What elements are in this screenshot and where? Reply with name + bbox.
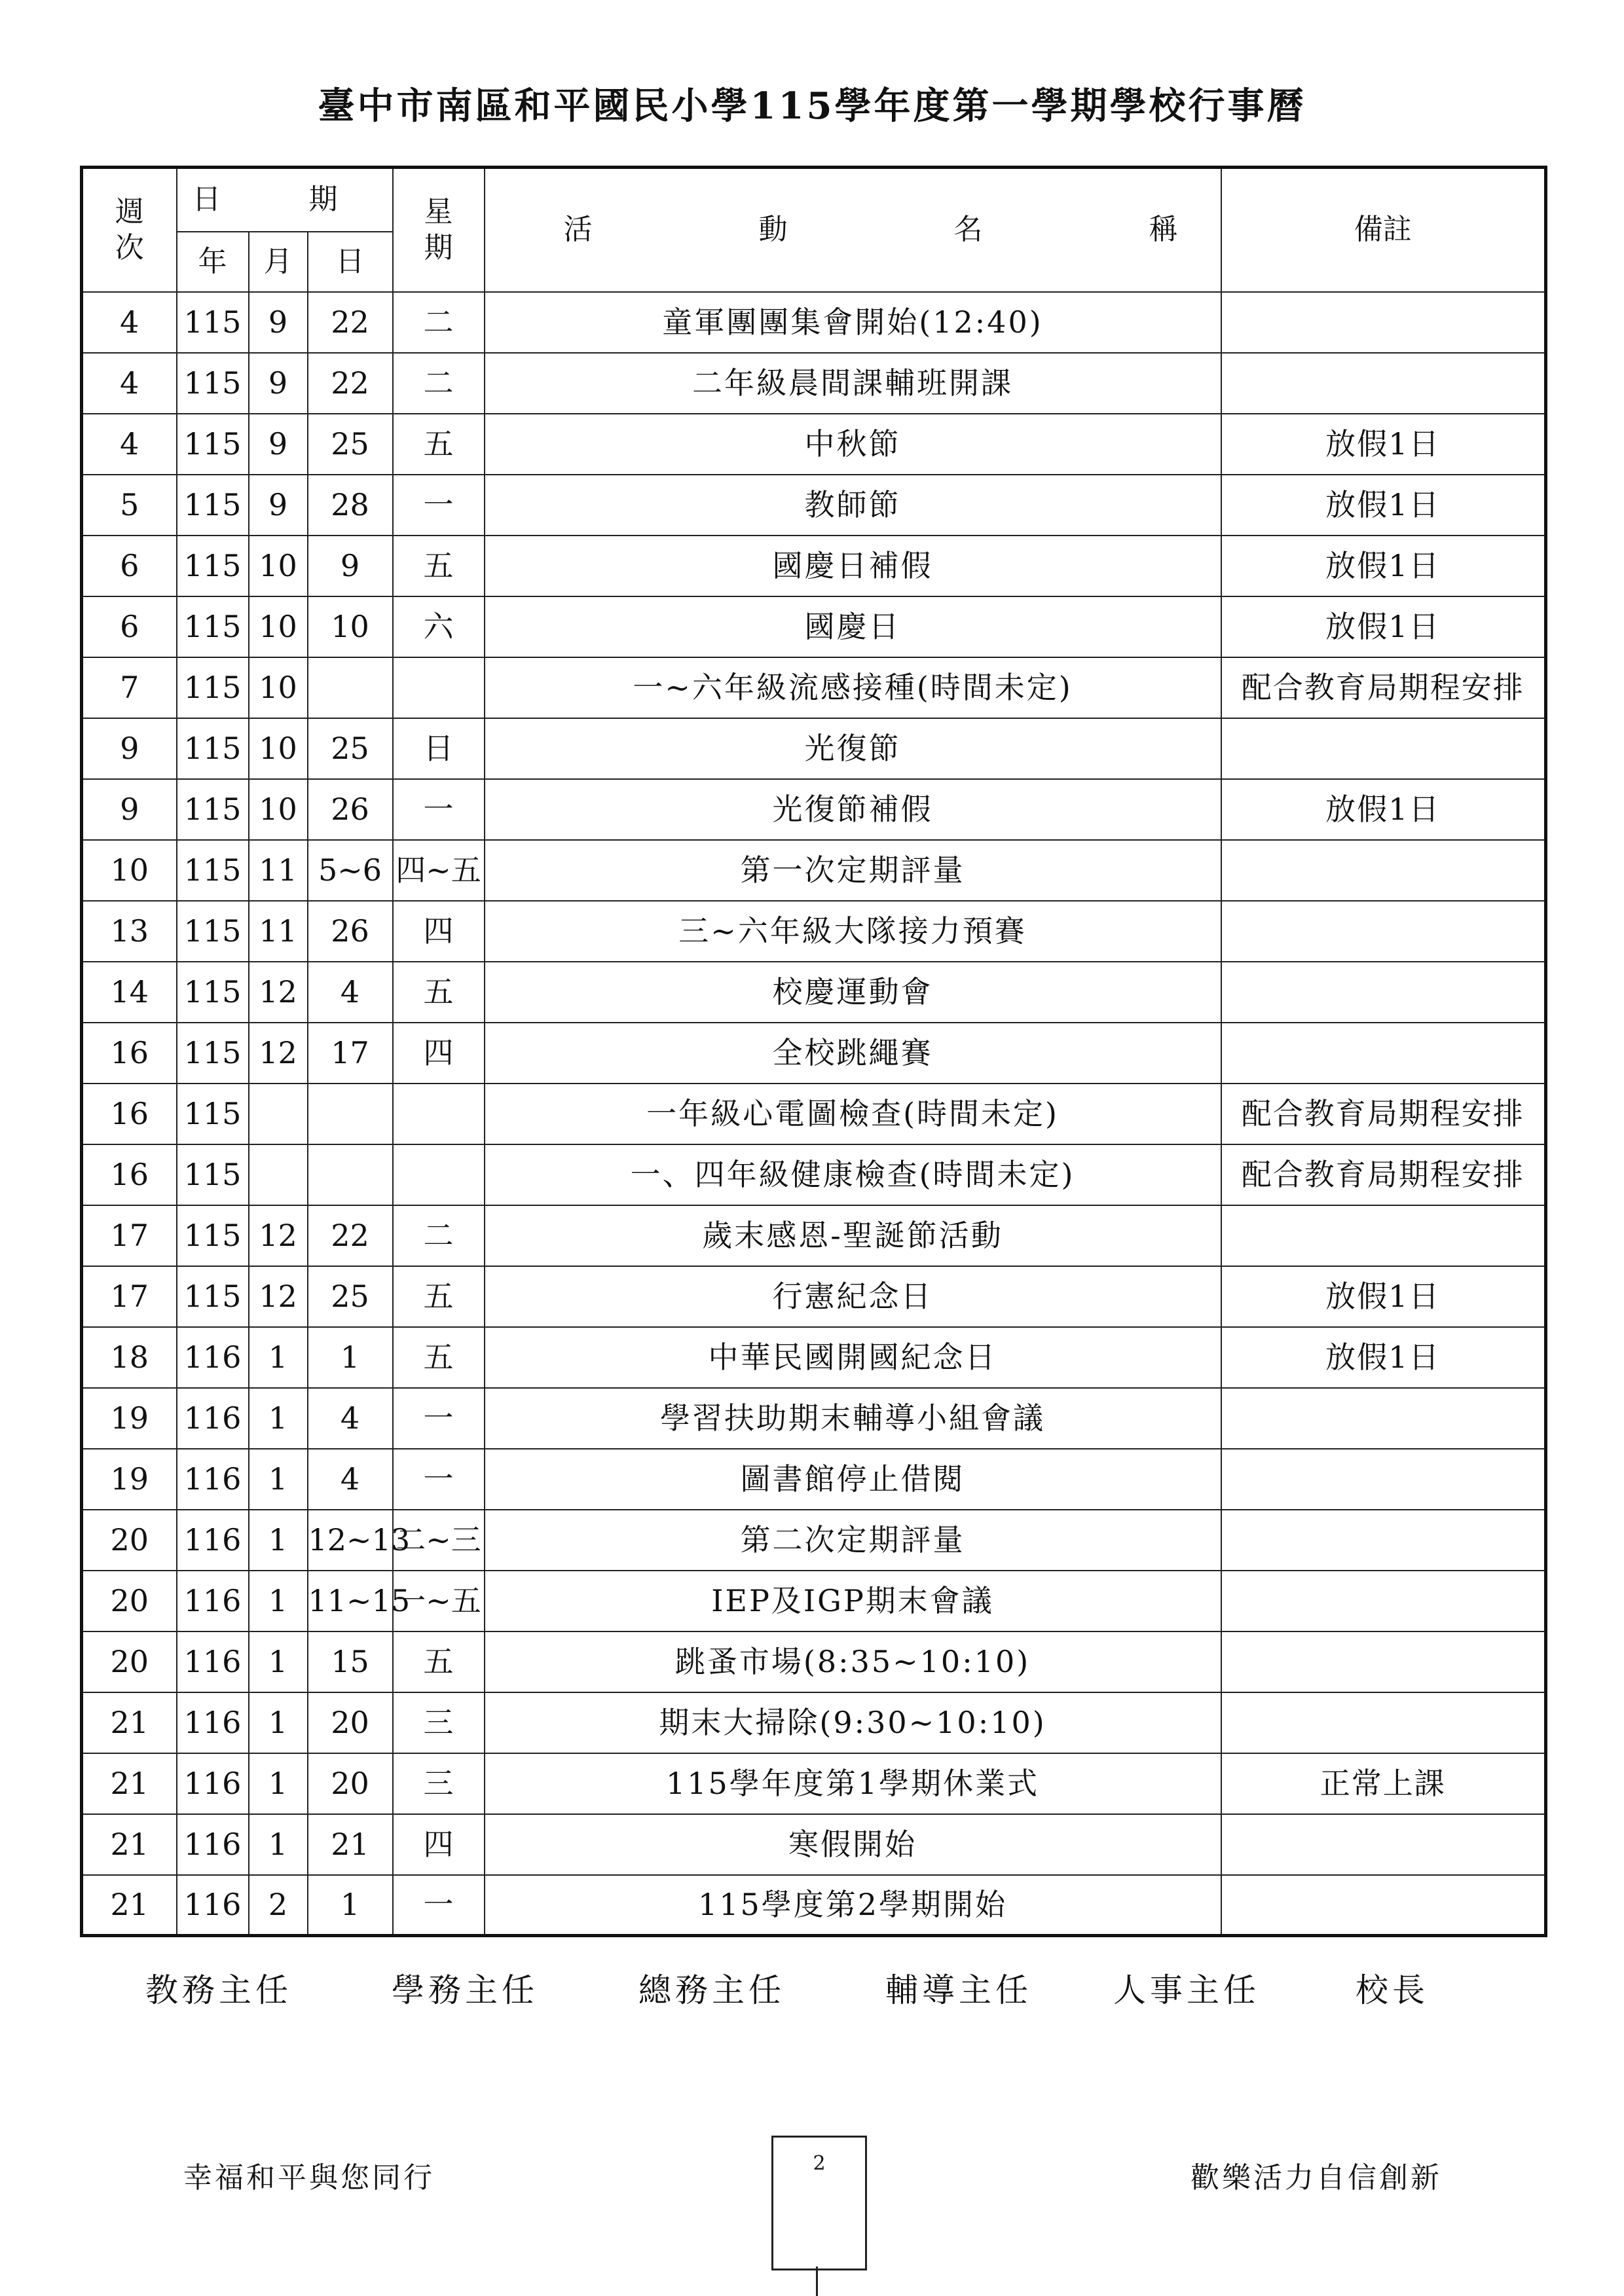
table-row [82, 1205, 1546, 1266]
month-cell: 1 [249, 1753, 308, 1814]
day-cell: 17 [308, 1023, 393, 1084]
week-cell: 6 [82, 536, 177, 596]
table-row [82, 1327, 1546, 1388]
activity-cell: 教師節 [485, 475, 1221, 536]
header-activity: 活 動 名 稱 [485, 168, 1221, 292]
note-cell [1221, 1449, 1546, 1510]
weekday-cell: 四 [393, 1023, 485, 1084]
activity-cell: 一年級心電圖檢查(時間未定) [485, 1084, 1221, 1144]
week-cell: 6 [82, 596, 177, 657]
year-cell: 115 [177, 1084, 249, 1144]
day-cell: 28 [308, 475, 393, 536]
week-cell: 19 [82, 1449, 177, 1510]
day-cell: 15 [308, 1631, 393, 1692]
table-row [82, 475, 1546, 536]
week-cell: 4 [82, 292, 177, 353]
weekday-cell [393, 1144, 485, 1205]
weekday-cell: 六 [393, 596, 485, 657]
week-cell: 20 [82, 1510, 177, 1571]
year-cell: 115 [177, 840, 249, 901]
weekday-cell: 二~三 [393, 1510, 485, 1571]
week-cell: 20 [82, 1631, 177, 1692]
year-cell: 115 [177, 414, 249, 475]
activity-cell: 光復節 [485, 718, 1221, 779]
note-cell: 配合教育局期程安排 [1221, 1144, 1546, 1205]
month-cell: 10 [249, 718, 308, 779]
year-cell: 116 [177, 1692, 249, 1753]
table-row [82, 962, 1546, 1023]
activity-cell: 115學年度第1學期休業式 [485, 1753, 1221, 1814]
month-cell: 9 [249, 292, 308, 353]
week-cell: 9 [82, 718, 177, 779]
table-row [82, 1510, 1546, 1571]
note-cell [1221, 292, 1546, 353]
header-week: 週 次 [82, 168, 177, 292]
activity-cell: 國慶日補假 [485, 536, 1221, 596]
note-cell [1221, 962, 1546, 1023]
day-cell: 10 [308, 596, 393, 657]
footer-slogan-left: 幸福和平與您同行 [183, 2161, 435, 2195]
year-cell: 115 [177, 901, 249, 962]
weekday-cell: 五 [393, 962, 485, 1023]
note-cell: 放假1日 [1221, 1327, 1546, 1388]
day-cell: 25 [308, 414, 393, 475]
signature-line [0, 1964, 1624, 2010]
header-note: 備註 [1221, 168, 1546, 292]
table-row [82, 1084, 1546, 1144]
weekday-cell [393, 1084, 485, 1144]
note-cell [1221, 353, 1546, 414]
table-row [82, 1266, 1546, 1327]
day-cell [308, 1084, 393, 1144]
month-cell: 1 [249, 1814, 308, 1875]
note-cell: 放假1日 [1221, 475, 1546, 536]
activity-cell: 童軍團團集會開始(12:40) [485, 292, 1221, 353]
table-row [82, 718, 1546, 779]
week-cell: 10 [82, 840, 177, 901]
activity-cell: 中秋節 [485, 414, 1221, 475]
note-cell: 配合教育局期程安排 [1221, 657, 1546, 718]
signature-counseling-director: 輔導主任 [885, 1971, 1032, 2009]
week-cell: 19 [82, 1388, 177, 1449]
table-row [82, 353, 1546, 414]
day-cell: 20 [308, 1753, 393, 1814]
week-cell: 17 [82, 1205, 177, 1266]
calendar-table [80, 166, 1547, 1937]
week-cell: 21 [82, 1753, 177, 1814]
activity-cell: 三~六年級大隊接力預賽 [485, 901, 1221, 962]
note-cell: 配合教育局期程安排 [1221, 1084, 1546, 1144]
activity-cell: 全校跳繩賽 [485, 1023, 1221, 1084]
table-row [82, 901, 1546, 962]
table-row [82, 1814, 1546, 1875]
page-title: 臺中市南區和平國民小學115學年度第一學期學校行事曆 [318, 84, 1306, 128]
year-cell: 115 [177, 657, 249, 718]
note-cell [1221, 840, 1546, 901]
table-row [82, 840, 1546, 901]
table-row [82, 596, 1546, 657]
year-cell: 115 [177, 962, 249, 1023]
activity-cell: 一、四年級健康檢查(時間未定) [485, 1144, 1221, 1205]
day-cell: 22 [308, 292, 393, 353]
note-cell [1221, 1814, 1546, 1875]
week-cell: 16 [82, 1144, 177, 1205]
day-cell: 9 [308, 536, 393, 596]
year-cell: 115 [177, 292, 249, 353]
table-row [82, 1875, 1546, 1936]
year-cell: 115 [177, 536, 249, 596]
signature-general-affairs-director: 總務主任 [638, 1971, 785, 2009]
header-day: 日 [308, 232, 393, 292]
year-cell: 115 [177, 1266, 249, 1327]
table-row [82, 292, 1546, 353]
note-cell: 放假1日 [1221, 779, 1546, 840]
note-cell [1221, 1571, 1546, 1631]
year-cell: 116 [177, 1631, 249, 1692]
day-cell: 4 [308, 962, 393, 1023]
weekday-cell: 一 [393, 779, 485, 840]
week-cell: 20 [82, 1571, 177, 1631]
page-marker-line [816, 2267, 818, 2296]
note-cell [1221, 901, 1546, 962]
activity-cell: 115學度第2學期開始 [485, 1875, 1221, 1936]
year-cell: 116 [177, 1388, 249, 1449]
year-cell: 115 [177, 1144, 249, 1205]
week-cell: 9 [82, 779, 177, 840]
day-cell: 22 [308, 353, 393, 414]
week-cell: 7 [82, 657, 177, 718]
day-cell: 5~6 [308, 840, 393, 901]
month-cell: 9 [249, 414, 308, 475]
activity-cell: 圖書館停止借閱 [485, 1449, 1221, 1510]
month-cell: 11 [249, 901, 308, 962]
year-cell: 115 [177, 718, 249, 779]
activity-cell: 第一次定期評量 [485, 840, 1221, 901]
signature-principal: 校長 [1356, 1971, 1429, 2009]
month-cell: 1 [249, 1449, 308, 1510]
day-cell: 11~15 [308, 1571, 393, 1631]
header-date: 日 期 [177, 168, 393, 232]
year-cell: 115 [177, 596, 249, 657]
week-cell: 18 [82, 1327, 177, 1388]
table-row [82, 1023, 1546, 1084]
activity-cell: 行憲紀念日 [485, 1266, 1221, 1327]
weekday-cell [393, 657, 485, 718]
weekday-cell: 一 [393, 1449, 485, 1510]
day-cell: 22 [308, 1205, 393, 1266]
day-cell: 4 [308, 1388, 393, 1449]
activity-cell: IEP及IGP期末會議 [485, 1571, 1221, 1631]
weekday-cell: 三 [393, 1753, 485, 1814]
weekday-cell: 四~五 [393, 840, 485, 901]
activity-cell: 學習扶助期末輔導小組會議 [485, 1388, 1221, 1449]
table-row [82, 657, 1546, 718]
month-cell: 9 [249, 353, 308, 414]
activity-cell: 國慶日 [485, 596, 1221, 657]
month-cell: 1 [249, 1571, 308, 1631]
week-cell: 14 [82, 962, 177, 1023]
table-row [82, 1144, 1546, 1205]
table-row [82, 779, 1546, 840]
month-cell: 10 [249, 657, 308, 718]
week-cell: 16 [82, 1023, 177, 1084]
week-cell: 5 [82, 475, 177, 536]
note-cell: 放假1日 [1221, 414, 1546, 475]
activity-cell: 跳蚤市場(8:35~10:10) [485, 1631, 1221, 1692]
weekday-cell: 二 [393, 1205, 485, 1266]
day-cell: 21 [308, 1814, 393, 1875]
activity-cell: 二年級晨間課輔班開課 [485, 353, 1221, 414]
activity-cell: 歲末感恩-聖誕節活動 [485, 1205, 1221, 1266]
month-cell: 12 [249, 1023, 308, 1084]
weekday-cell: 一~五 [393, 1571, 485, 1631]
year-cell: 116 [177, 1449, 249, 1510]
week-cell: 16 [82, 1084, 177, 1144]
day-cell: 1 [308, 1327, 393, 1388]
day-cell [308, 657, 393, 718]
header-month: 月 [249, 232, 308, 292]
week-cell: 17 [82, 1266, 177, 1327]
month-cell: 10 [249, 779, 308, 840]
day-cell: 12~13 [308, 1510, 393, 1571]
signature-student-affairs-director: 學務主任 [392, 1971, 538, 2009]
activity-cell: 一~六年級流感接種(時間未定) [485, 657, 1221, 718]
note-cell [1221, 1510, 1546, 1571]
day-cell: 20 [308, 1692, 393, 1753]
note-cell: 放假1日 [1221, 1266, 1546, 1327]
calendar-rows [82, 292, 1546, 1936]
month-cell: 2 [249, 1875, 308, 1936]
day-cell: 26 [308, 901, 393, 962]
day-cell: 25 [308, 1266, 393, 1327]
activity-cell: 光復節補假 [485, 779, 1221, 840]
weekday-cell: 五 [393, 536, 485, 596]
note-cell [1221, 1023, 1546, 1084]
day-cell: 1 [308, 1875, 393, 1936]
weekday-cell: 五 [393, 414, 485, 475]
month-cell: 1 [249, 1631, 308, 1692]
weekday-cell: 二 [393, 353, 485, 414]
month-cell: 12 [249, 1266, 308, 1327]
year-cell: 115 [177, 475, 249, 536]
table-row [82, 1753, 1546, 1814]
table-row [82, 1388, 1546, 1449]
table-row [82, 1449, 1546, 1510]
note-cell: 放假1日 [1221, 536, 1546, 596]
note-cell [1221, 1692, 1546, 1753]
month-cell: 10 [249, 596, 308, 657]
activity-cell: 寒假開始 [485, 1814, 1221, 1875]
weekday-cell: 一 [393, 1875, 485, 1936]
month-cell: 1 [249, 1510, 308, 1571]
year-cell: 115 [177, 779, 249, 840]
month-cell [249, 1144, 308, 1205]
note-cell [1221, 1631, 1546, 1692]
weekday-cell: 三 [393, 1692, 485, 1753]
page-number: 2 [813, 2152, 826, 2175]
weekday-cell: 五 [393, 1631, 485, 1692]
day-cell [308, 1144, 393, 1205]
year-cell: 116 [177, 1571, 249, 1631]
note-cell: 放假1日 [1221, 596, 1546, 657]
table-row [82, 1631, 1546, 1692]
year-cell: 116 [177, 1327, 249, 1388]
weekday-cell: 一 [393, 475, 485, 536]
week-cell: 21 [82, 1875, 177, 1936]
year-cell: 115 [177, 1023, 249, 1084]
month-cell: 11 [249, 840, 308, 901]
week-cell: 21 [82, 1692, 177, 1753]
month-cell: 10 [249, 536, 308, 596]
note-cell [1221, 1205, 1546, 1266]
month-cell: 9 [249, 475, 308, 536]
weekday-cell: 二 [393, 292, 485, 353]
week-cell: 4 [82, 353, 177, 414]
footer-slogan-right: 歡樂活力自信創新 [1190, 2161, 1442, 2195]
weekday-cell: 日 [393, 718, 485, 779]
year-cell: 115 [177, 353, 249, 414]
day-cell: 4 [308, 1449, 393, 1510]
table-row [82, 1692, 1546, 1753]
week-cell: 4 [82, 414, 177, 475]
activity-cell: 期末大掃除(9:30~10:10) [485, 1692, 1221, 1753]
activity-cell: 第二次定期評量 [485, 1510, 1221, 1571]
week-cell: 21 [82, 1814, 177, 1875]
header-year: 年 [177, 232, 249, 292]
week-cell: 13 [82, 901, 177, 962]
day-cell: 26 [308, 779, 393, 840]
year-cell: 115 [177, 1205, 249, 1266]
year-cell: 116 [177, 1814, 249, 1875]
weekday-cell: 五 [393, 1266, 485, 1327]
note-cell [1221, 1388, 1546, 1449]
weekday-cell: 四 [393, 901, 485, 962]
month-cell: 12 [249, 1205, 308, 1266]
year-cell: 116 [177, 1510, 249, 1571]
table-row [82, 414, 1546, 475]
table-row [82, 1571, 1546, 1631]
note-cell: 正常上課 [1221, 1753, 1546, 1814]
year-cell: 116 [177, 1753, 249, 1814]
weekday-cell: 五 [393, 1327, 485, 1388]
header-weekday: 星 期 [393, 168, 485, 292]
year-cell: 116 [177, 1875, 249, 1936]
table-row [82, 536, 1546, 596]
month-cell: 12 [249, 962, 308, 1023]
activity-cell: 校慶運動會 [485, 962, 1221, 1023]
weekday-cell: 一 [393, 1388, 485, 1449]
signature-personnel-director: 人事主任 [1113, 1971, 1260, 2009]
signature-academic-director: 教務主任 [145, 1971, 292, 2009]
page-number-box [771, 2136, 867, 2270]
note-cell [1221, 718, 1546, 779]
activity-cell: 中華民國開國紀念日 [485, 1327, 1221, 1388]
weekday-cell: 四 [393, 1814, 485, 1875]
month-cell: 1 [249, 1692, 308, 1753]
note-cell [1221, 1875, 1546, 1936]
day-cell: 25 [308, 718, 393, 779]
month-cell: 1 [249, 1327, 308, 1388]
month-cell: 1 [249, 1388, 308, 1449]
month-cell [249, 1084, 308, 1144]
